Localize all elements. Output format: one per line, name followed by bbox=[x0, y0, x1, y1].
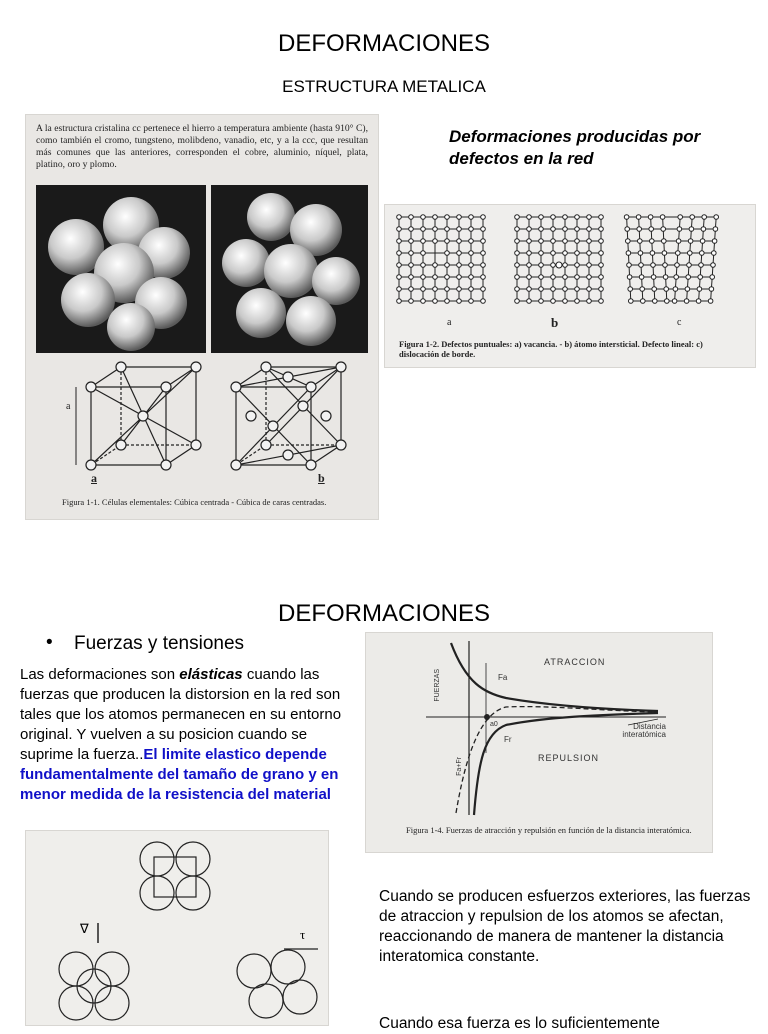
lattice-atom bbox=[599, 215, 604, 220]
lattice-atom bbox=[539, 251, 544, 256]
lattice-atom bbox=[639, 275, 644, 280]
bullet-fuerzas: Fuerzas y tensiones bbox=[74, 633, 245, 654]
lattice-atom bbox=[469, 215, 474, 220]
lattice-atom bbox=[650, 251, 655, 256]
lattice-atom bbox=[563, 287, 568, 292]
lattice-atom bbox=[700, 239, 705, 244]
lattice-grids bbox=[391, 209, 751, 319]
crystal-structure-figure bbox=[25, 114, 379, 520]
lattice-atom bbox=[469, 287, 474, 292]
lattice-atom bbox=[677, 227, 682, 232]
lattice-atom bbox=[397, 227, 402, 232]
lattice-atom bbox=[457, 227, 462, 232]
lattice-atom bbox=[539, 239, 544, 244]
bcc-atom-photo bbox=[36, 185, 206, 353]
elastic-limit-note: El limite elastico depende fundamentalmente del tamaño de grano y en menor medida de la resistencia del material bbox=[20, 746, 339, 803]
lattice-atom bbox=[712, 239, 717, 244]
lattice-atom bbox=[664, 287, 669, 292]
lattice-atom bbox=[660, 215, 665, 220]
lattice-atom bbox=[457, 287, 462, 292]
lattice-atom bbox=[551, 251, 556, 256]
lattice-atom bbox=[587, 215, 592, 220]
lattice-atom bbox=[587, 287, 592, 292]
lattice-atom bbox=[433, 227, 438, 232]
lattice-atom bbox=[637, 227, 642, 232]
lattice-atom bbox=[433, 263, 438, 268]
lattice-atom bbox=[527, 287, 532, 292]
lattice-atom bbox=[409, 287, 414, 292]
fcc-atom-photo bbox=[211, 185, 368, 353]
defect-label-c: c bbox=[677, 317, 682, 328]
lattice-atom bbox=[688, 239, 693, 244]
lattice-atom bbox=[673, 287, 678, 292]
lattice-atom bbox=[575, 287, 580, 292]
lattice-atom bbox=[409, 239, 414, 244]
lattice-atom bbox=[421, 275, 426, 280]
lattice-atom bbox=[641, 299, 646, 304]
lattice-atom bbox=[627, 275, 632, 280]
para1-emphasis: elásticas bbox=[179, 666, 243, 683]
lattice-atom bbox=[599, 299, 604, 304]
lattice-atom bbox=[563, 239, 568, 244]
lattice-atom bbox=[599, 287, 604, 292]
slide2-title: DEFORMACIONES bbox=[277, 600, 490, 627]
lattice-atom bbox=[397, 275, 402, 280]
lattice-atom bbox=[648, 215, 653, 220]
lattice-atom bbox=[527, 251, 532, 256]
lattice-atom bbox=[708, 299, 713, 304]
label-a: a bbox=[91, 471, 97, 485]
lattice-atom bbox=[639, 263, 644, 268]
sigma-label: ∇ bbox=[80, 921, 89, 936]
lattice-atom bbox=[457, 251, 462, 256]
lattice-atom bbox=[638, 239, 643, 244]
lattice-atom bbox=[445, 215, 450, 220]
lattice-atom bbox=[539, 215, 544, 220]
lattice-atom bbox=[551, 263, 556, 268]
lattice-atom bbox=[563, 215, 568, 220]
external-forces-paragraph: Cuando se producen esfuerzos exteriores, las fuerzas de atraccion y repulsion de los atomos se afectan, reaccionando de manera de mantener la distancia interatomica constante. bbox=[379, 888, 751, 965]
figure-1-2-caption: Figura 1-2. Defectos puntuales: a) vacancia. - b) átomo intersticial. Defecto lineal: c) dislocación de borde. bbox=[399, 339, 703, 359]
lattice-atom bbox=[515, 275, 520, 280]
lattice-atom bbox=[515, 263, 520, 268]
lattice-atom bbox=[515, 251, 520, 256]
lattice-atom bbox=[457, 215, 462, 220]
fcc-spheres-icon bbox=[211, 185, 368, 353]
lattice-atom bbox=[587, 251, 592, 256]
lattice-atom bbox=[457, 275, 462, 280]
lattice-atom bbox=[701, 227, 706, 232]
lattice-atom bbox=[515, 227, 520, 232]
lattice-atom bbox=[587, 299, 592, 304]
lattice-atom bbox=[626, 239, 631, 244]
lattice-atom bbox=[712, 251, 717, 256]
bcc-spheres-icon bbox=[36, 185, 206, 353]
lattice-atom bbox=[515, 299, 520, 304]
lattice-atom bbox=[626, 251, 631, 256]
lattice-atom bbox=[697, 287, 702, 292]
lattice-atom bbox=[527, 215, 532, 220]
fa-label: Fa bbox=[498, 673, 508, 682]
para1-rest: cuando las fuerzas que producen la distorsion en la red son tales que los atomos permanecen en su entorno original. Y vuelven a su posicion cuando se suprime la fuerza.. bbox=[20, 666, 342, 763]
lattice-atom bbox=[539, 287, 544, 292]
lattice-atom bbox=[587, 275, 592, 280]
lattice-atom bbox=[539, 275, 544, 280]
slide1-title: DEFORMACIONES bbox=[277, 30, 490, 57]
lattice-atom bbox=[699, 263, 704, 268]
lattice-atom bbox=[684, 299, 689, 304]
lattice-atom bbox=[481, 251, 486, 256]
atom-deformation-figure bbox=[25, 830, 329, 1026]
slide1-subtitle: ESTRUCTURA METALICA bbox=[282, 77, 486, 96]
lattice-atom bbox=[551, 299, 556, 304]
lattice-atom bbox=[687, 263, 692, 268]
lattice-atom bbox=[713, 227, 718, 232]
lattice-atom bbox=[625, 227, 630, 232]
lattice-atom bbox=[636, 215, 641, 220]
lattice-atom bbox=[627, 263, 632, 268]
lattice-atom bbox=[551, 239, 556, 244]
lattice-atom bbox=[409, 215, 414, 220]
lattice-atom bbox=[714, 215, 719, 220]
lattice-atom bbox=[469, 239, 474, 244]
elastic-paragraph bbox=[20, 665, 363, 805]
lattice-atom bbox=[409, 251, 414, 256]
lattice-atom bbox=[599, 263, 604, 268]
lattice-atom bbox=[653, 299, 658, 304]
lattice-atom bbox=[527, 299, 532, 304]
lattice-atom bbox=[409, 275, 414, 280]
scan-paragraph: A la estructura cristalina cc pertenece el hierro a temperatura ambiente (hasta 910° C), como también el cromo, tungsteno, molibdeno, vanadio, etc, y a la ccc, que resultan más comunes que las anteriores, corresponden el cobre, aluminio, níquel, plata, platino, oro y plomo. bbox=[36, 123, 368, 170]
lattice-atom bbox=[481, 215, 486, 220]
lattice-atom bbox=[457, 299, 462, 304]
lattice-atom bbox=[678, 215, 683, 220]
a0-label: a0 bbox=[490, 721, 498, 728]
lattice-atom bbox=[409, 299, 414, 304]
lattice-atom bbox=[587, 227, 592, 232]
lattice-atom bbox=[690, 215, 695, 220]
lattice-atom bbox=[587, 239, 592, 244]
lattice-atom bbox=[445, 275, 450, 280]
lattice-atom bbox=[445, 287, 450, 292]
lattice-atom bbox=[709, 287, 714, 292]
lattice-atom bbox=[469, 275, 474, 280]
lattice-atom bbox=[409, 227, 414, 232]
lattice-atom bbox=[421, 227, 426, 232]
lattice-atom bbox=[696, 299, 701, 304]
interstitial-atom bbox=[556, 262, 562, 268]
repulsion-label: REPULSION bbox=[538, 753, 600, 763]
lattice-atom bbox=[421, 287, 426, 292]
lattice-atom bbox=[527, 239, 532, 244]
lattice-atom bbox=[676, 251, 681, 256]
lattice-atom bbox=[551, 227, 556, 232]
lattice-atom bbox=[515, 239, 520, 244]
lattice-atom bbox=[628, 287, 633, 292]
lattice-atom bbox=[651, 263, 656, 268]
lattice-atom bbox=[587, 263, 592, 268]
lattice-atom bbox=[575, 263, 580, 268]
lattice-atom bbox=[575, 227, 580, 232]
lattice-atom bbox=[527, 263, 532, 268]
lattice-atom bbox=[652, 287, 657, 292]
bullet-dot-icon: • bbox=[46, 632, 53, 653]
lattice-atom bbox=[688, 251, 693, 256]
defect-label-a: a bbox=[447, 317, 452, 328]
lattice-atom bbox=[539, 299, 544, 304]
lattice-atom bbox=[397, 239, 402, 244]
lattice-atom bbox=[551, 215, 556, 220]
sum-label: Fa+Fr bbox=[456, 757, 463, 776]
figure-1-4-caption: Figura 1-4. Fuerzas de atracción y repulsión en función de la distancia interatómica. bbox=[406, 825, 692, 835]
tau-label: τ bbox=[300, 927, 306, 942]
lattice-atom bbox=[702, 215, 707, 220]
axis-a-label: a bbox=[66, 401, 71, 412]
lattice-atom bbox=[515, 287, 520, 292]
lattice-atom bbox=[676, 239, 681, 244]
lattice-atom bbox=[638, 251, 643, 256]
lattice-atom bbox=[433, 239, 438, 244]
lattice-atom bbox=[433, 215, 438, 220]
lattice-atom bbox=[481, 275, 486, 280]
lattice-atom bbox=[409, 263, 414, 268]
lattice-atom bbox=[575, 215, 580, 220]
lattice-atom bbox=[481, 287, 486, 292]
lattice-atom bbox=[563, 299, 568, 304]
force-graph-figure bbox=[365, 632, 713, 853]
lattice-atom bbox=[698, 275, 703, 280]
lattice-defects-figure bbox=[384, 204, 756, 368]
lattice-atom bbox=[672, 299, 677, 304]
lattice-atom bbox=[575, 251, 580, 256]
lattice-atom bbox=[457, 239, 462, 244]
lattice-atom bbox=[469, 227, 474, 232]
lattice-atom bbox=[397, 263, 402, 268]
lattice-atom bbox=[563, 251, 568, 256]
defects-heading: Deformaciones producidas por defectos en la red bbox=[449, 127, 701, 168]
continuation-paragraph: Cuando esa fuerza es lo suficientemente bbox=[379, 1015, 660, 1032]
lattice-atom bbox=[481, 239, 486, 244]
lattice-atom bbox=[575, 275, 580, 280]
lattice-atom bbox=[457, 263, 462, 268]
lattice-atom bbox=[421, 299, 426, 304]
lattice-atom bbox=[515, 215, 520, 220]
lattice-atom bbox=[445, 263, 450, 268]
fr-label: Fr bbox=[504, 735, 512, 744]
lattice-atom bbox=[662, 251, 667, 256]
lattice-atom bbox=[527, 275, 532, 280]
lattice-atom bbox=[651, 275, 656, 280]
lattice-atom bbox=[421, 251, 426, 256]
lattice-atom bbox=[640, 287, 645, 292]
lattice-atom bbox=[445, 299, 450, 304]
lattice-atom bbox=[539, 263, 544, 268]
lattice-atom bbox=[599, 227, 604, 232]
lattice-atom bbox=[551, 275, 556, 280]
lattice-atom bbox=[527, 227, 532, 232]
lattice-atom bbox=[575, 299, 580, 304]
lattice-atom bbox=[689, 227, 694, 232]
lattice-atom bbox=[397, 251, 402, 256]
lattice-atom bbox=[649, 227, 654, 232]
lattice-atom bbox=[663, 275, 668, 280]
lattice-atom bbox=[445, 227, 450, 232]
lattice-atom bbox=[665, 299, 670, 304]
lattice-atom bbox=[539, 227, 544, 232]
lattice-atom bbox=[575, 239, 580, 244]
y-axis-label: FUERZAS bbox=[434, 669, 441, 702]
lattice-atom bbox=[563, 275, 568, 280]
lattice-atom bbox=[700, 251, 705, 256]
lattice-atom bbox=[469, 263, 474, 268]
label-b: b bbox=[318, 471, 325, 485]
distancia-label: Distancia interatómica bbox=[622, 722, 666, 739]
lattice-atom bbox=[599, 251, 604, 256]
lattice-atom bbox=[397, 215, 402, 220]
lattice-atom bbox=[661, 227, 666, 232]
lattice-atom bbox=[599, 239, 604, 244]
lattice-atom bbox=[710, 275, 715, 280]
atom-circle-groups bbox=[26, 831, 328, 1025]
lattice-atom bbox=[674, 275, 679, 280]
lattice-atom bbox=[421, 263, 426, 268]
lattice-atom bbox=[563, 263, 568, 268]
lattice-atom bbox=[469, 299, 474, 304]
atraccion-label: ATRACCION bbox=[544, 657, 606, 667]
lattice-atom bbox=[397, 299, 402, 304]
lattice-atom bbox=[624, 215, 629, 220]
lattice-atom bbox=[469, 251, 474, 256]
lattice-atom bbox=[433, 299, 438, 304]
lattice-atom bbox=[445, 251, 450, 256]
lattice-atom bbox=[662, 239, 667, 244]
lattice-atom bbox=[599, 275, 604, 280]
lattice-atom bbox=[481, 299, 486, 304]
lattice-atom bbox=[397, 287, 402, 292]
lattice-atom bbox=[563, 227, 568, 232]
lattice-atom bbox=[433, 287, 438, 292]
lattice-atom bbox=[551, 287, 556, 292]
lattice-atom bbox=[445, 239, 450, 244]
lattice-atom bbox=[481, 227, 486, 232]
figure-1-1-caption: Figura 1-1. Células elementales: Cúbica centrada - Cúbica de caras centradas. bbox=[62, 497, 327, 507]
lattice-atom bbox=[481, 263, 486, 268]
lattice-atom bbox=[711, 263, 716, 268]
lattice-atom bbox=[663, 263, 668, 268]
para1-start: Las deformaciones son bbox=[20, 666, 180, 683]
lattice-atom bbox=[421, 215, 426, 220]
lattice-atom bbox=[686, 275, 691, 280]
lattice-atom bbox=[433, 275, 438, 280]
lattice-atom bbox=[629, 299, 634, 304]
lattice-atom bbox=[650, 239, 655, 244]
defect-label-b: b bbox=[551, 315, 559, 330]
lattice-atom bbox=[685, 287, 690, 292]
lattice-atom bbox=[421, 239, 426, 244]
lattice-atom bbox=[675, 263, 680, 268]
